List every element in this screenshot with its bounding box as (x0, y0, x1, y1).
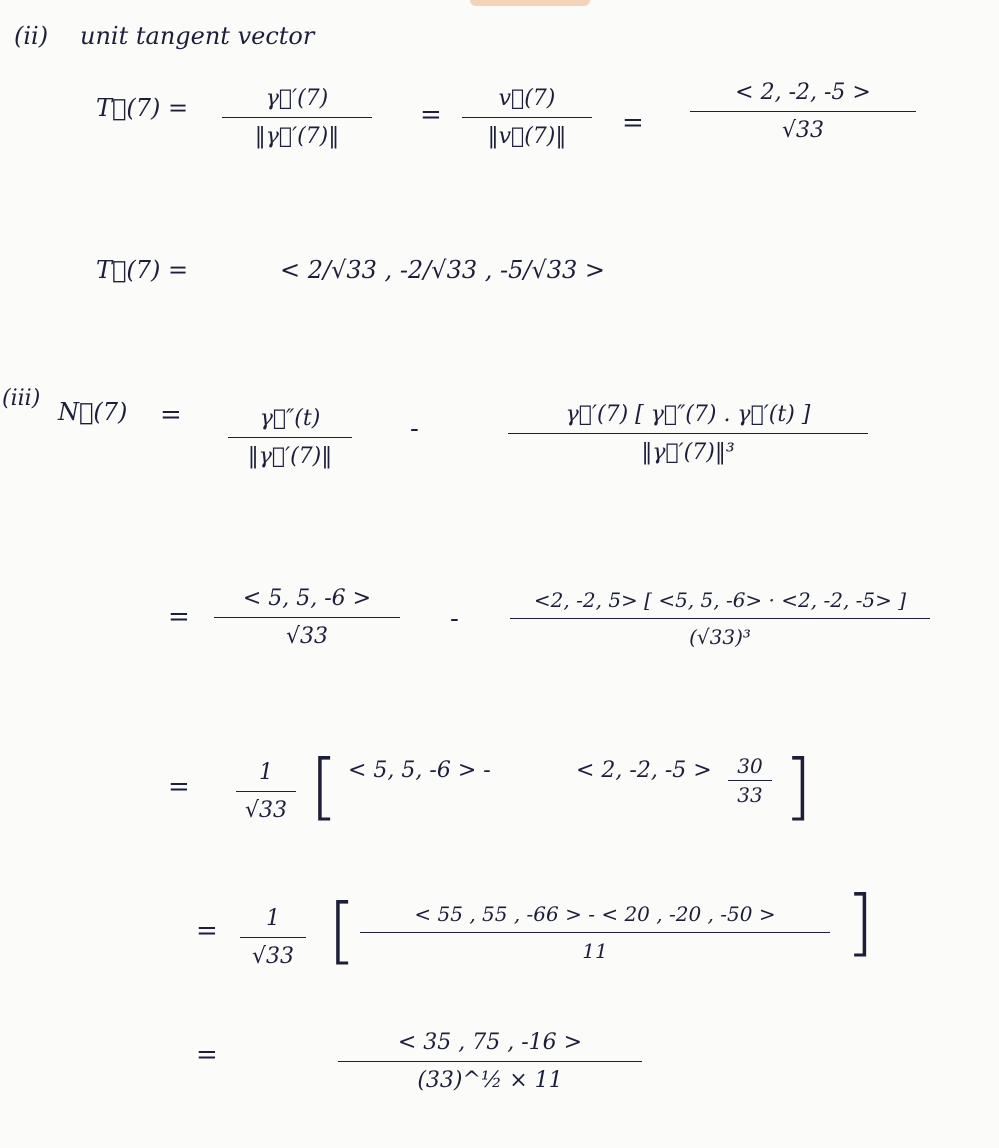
tangent-frac-3 (690, 80, 916, 143)
right-bracket: ] (784, 744, 813, 828)
step1-frac-1-num: γ⃗″(t) (259, 406, 321, 431)
equals-sign: = (168, 772, 190, 802)
step3-inner-num: 30 (737, 754, 763, 778)
final-denominator: (33)^½ × 11 (417, 1068, 563, 1093)
equals-sign: = (420, 100, 442, 130)
step2-frac-2-num: <2, -2, 5> [ <5, 5, -6> · <2, -2, -5> ] (533, 588, 907, 612)
step4-inner-den: 11 (582, 939, 608, 963)
normal-step1-frac-2 (508, 402, 868, 465)
step1-frac-2-num: γ⃗′(7) [ γ⃗″(7) . γ⃗′(t) ] (565, 402, 811, 427)
step1-frac-1-den: ‖γ⃗′(7)‖ (247, 444, 333, 469)
equals-sign: = (196, 1040, 218, 1070)
step3-inner-den: 33 (737, 783, 763, 807)
step4-inner-num: < 55 , 55 , -66 > - < 20 , -20 , -50 > (414, 902, 776, 926)
tangent-lhs: T⃗(7) = (96, 94, 189, 122)
step2-frac-1-den: √33 (285, 624, 328, 649)
step4-coefficient (240, 906, 306, 969)
step2-frac-2-den: (√33)³ (689, 625, 751, 649)
step3-inner-frac (728, 754, 772, 807)
tangent-frac-1-num: γ⃗′(7) (265, 86, 329, 111)
normal-lhs: N⃗(7) (58, 398, 128, 426)
tangent-lhs-2: T⃗(7) = (96, 256, 189, 284)
step3-vector-b: < 2, -2, -5 > (576, 758, 712, 783)
step3-coef-den: √33 (244, 798, 287, 823)
tangent-frac-3-num: < 2, -2, -5 > (735, 80, 871, 105)
paper-edge-mark (470, 0, 590, 6)
part-iii-label: (iii) (2, 386, 41, 411)
right-bracket: ] (846, 880, 875, 964)
step1-frac-2-den: ‖γ⃗′(7)‖³ (641, 440, 735, 465)
step4-inner-frac (360, 902, 830, 963)
step4-coef-den: √33 (251, 944, 294, 969)
step3-coefficient (236, 760, 296, 823)
normal-step1-frac-1 (228, 406, 352, 469)
tangent-frac-2 (462, 86, 592, 149)
left-bracket: [ (328, 888, 357, 972)
minus-sign: - (410, 414, 419, 444)
step4-coef-num: 1 (266, 906, 280, 931)
step2-frac-1-num: < 5, 5, -6 > (242, 586, 372, 611)
step3-vector-a: < 5, 5, -6 > - (348, 758, 491, 783)
equals-sign: = (168, 602, 190, 632)
equals-sign: = (196, 916, 218, 946)
part-ii-label: (ii) (14, 22, 49, 50)
section-title: unit tangent vector (80, 22, 315, 50)
minus-sign: - (450, 604, 459, 634)
normal-step2-frac-1 (214, 586, 400, 649)
final-frac (338, 1030, 642, 1093)
step3-coef-num: 1 (259, 760, 273, 785)
tangent-frac-1-den: ‖γ⃗′(7)‖ (254, 124, 340, 149)
equals-sign: = (160, 400, 182, 430)
left-bracket: [ (310, 744, 339, 828)
final-numerator: < 35 , 75 , -16 > (397, 1030, 583, 1055)
equals-sign: = (622, 108, 644, 138)
tangent-frac-2-num: v⃗(7) (498, 86, 556, 111)
tangent-components: < 2/√33 , -2/√33 , -5/√33 > (280, 256, 606, 284)
normal-step2-frac-2 (510, 588, 930, 649)
tangent-frac-3-den: √33 (781, 118, 824, 143)
tangent-frac-2-den: ‖v⃗(7)‖ (487, 124, 567, 149)
tangent-frac-1 (222, 86, 372, 149)
